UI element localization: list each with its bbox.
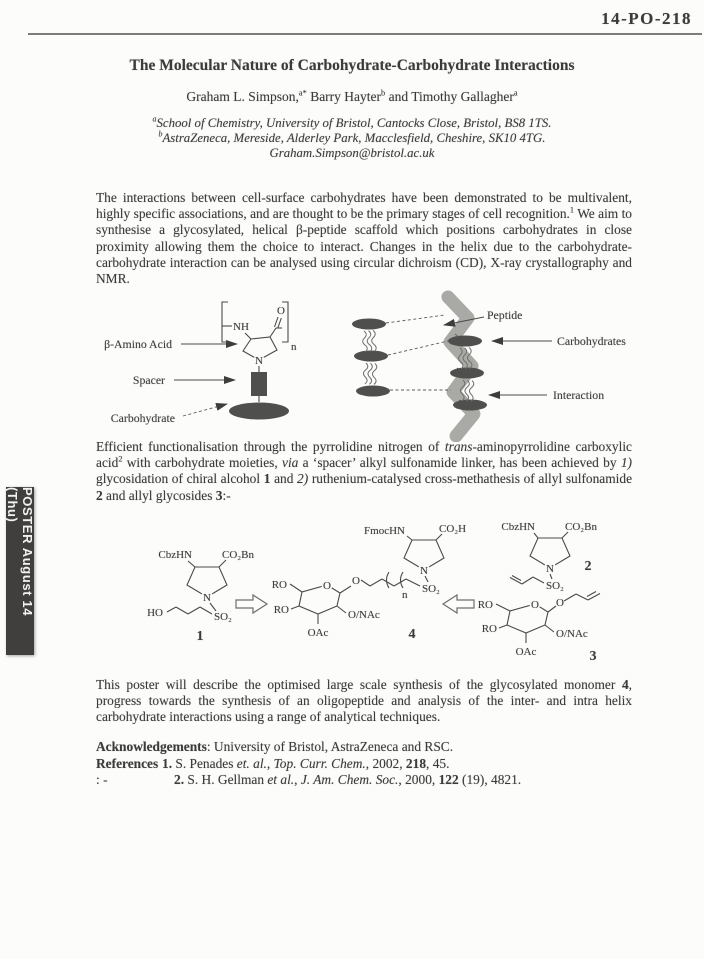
arrow-carbohydrate xyxy=(183,404,227,416)
svg-text:OAc: OAc xyxy=(515,646,537,658)
interaction-squiggle xyxy=(362,330,376,352)
svg-text:O: O xyxy=(531,599,539,611)
spacer-block xyxy=(251,372,267,396)
label-peptide: Peptide xyxy=(487,308,523,322)
reference-1: 1. S. Penades et. al., Top. Curr. Chem., 2002, 218, 45. xyxy=(162,756,450,771)
bracket-left xyxy=(222,302,228,342)
svg-text:O: O xyxy=(556,597,564,609)
svg-text:2: 2 xyxy=(584,559,592,574)
label-spacer: Spacer xyxy=(132,373,165,387)
structure-1-alcohol xyxy=(147,549,254,644)
structure-2-allyl-sulfonamide xyxy=(501,521,597,592)
paragraph-conclusion: This poster will describe the optimised large scale synthesis of the glycosylated monomer 4, progress towards the synthesis of an oligopeptide and analysis of the inter- and intra helix carbohydrate interactions using a range of analytical techniques. xyxy=(96,677,632,725)
label-carbohydrates: Carbohydrates xyxy=(557,334,626,348)
repeat-subscript: n xyxy=(291,341,297,353)
nh-label: NH xyxy=(233,321,249,333)
paragraph-synthesis: Efficient functionalisation through the pyrrolidine nitrogen of trans-aminopyrrolidine carboxylic acid$^2$ with carbohydrate moieties, via a ‘spacer’ alkyl sulfonamide linker, has been achieved by 1) glycosidation of chiral alcohol 1 and 2) ruthenium-catalysed cross-methathesis of allyl sulfonamide 2 and allyl glycosides 3:- xyxy=(96,439,633,503)
carbohydrate-ellipse xyxy=(448,336,482,347)
svg-text:O: O xyxy=(352,575,360,587)
svg-text:CO₂Bn: CO₂Bn xyxy=(565,521,597,533)
carbohydrate-ellipse xyxy=(229,403,289,420)
svg-text:3: 3 xyxy=(589,649,597,664)
carbohydrate-ellipse xyxy=(352,319,386,330)
page-title: The Molecular Nature of Carbohydrate-Carbohydrate Interactions xyxy=(129,57,575,74)
monomer-structure xyxy=(222,302,297,420)
poster-number: 14-PO-218 xyxy=(601,9,692,28)
affiliation-a: $^a$School of Chemistry, University of Bristol, Cantocks Close, Bristol, BS8 1TS. xyxy=(152,114,552,130)
reaction-arrow-right xyxy=(236,595,267,613)
structure-4-glycosylated-monomer xyxy=(272,523,466,642)
carbohydrate-ellipse xyxy=(450,368,484,379)
acknowledgements: Acknowledgements: University of Bristol, AstraZeneca and RSC. xyxy=(96,739,454,754)
scheme-synthesis xyxy=(90,510,650,678)
authors-line: Graham L. Simpson,$^{a*}$ Barry Hayter$^b$ and Timothy Gallagher$^a$ xyxy=(186,88,518,104)
header-rule xyxy=(28,33,702,35)
svg-text:N: N xyxy=(203,592,211,604)
svg-text:OAc: OAc xyxy=(307,627,329,639)
svg-text:1: 1 xyxy=(196,629,204,644)
svg-text:CO₂H: CO₂H xyxy=(439,523,467,535)
svg-text:N: N xyxy=(546,563,554,575)
svg-text:N: N xyxy=(420,565,428,577)
carbohydrate-ellipse xyxy=(356,386,390,397)
svg-text:n: n xyxy=(402,589,408,601)
label-carbohydrate: Carbohydrate xyxy=(110,411,175,425)
svg-text:FmocHN: FmocHN xyxy=(364,525,405,537)
svg-text:RO: RO xyxy=(271,579,287,591)
label-interaction: Interaction xyxy=(553,388,605,402)
contact-email: Graham.Simpson@bristol.ac.uk xyxy=(269,146,435,161)
ring-nitrogen: N xyxy=(255,355,263,367)
svg-text:RO: RO xyxy=(477,599,493,611)
helix-cartoon xyxy=(352,297,626,436)
interaction-squiggle xyxy=(363,363,377,385)
svg-text:O/NAc: O/NAc xyxy=(348,609,380,621)
affiliations-block xyxy=(0,116,704,162)
svg-text:CbzHN: CbzHN xyxy=(501,521,535,533)
carbohydrate-ellipse xyxy=(453,400,487,411)
label-beta-amino-acid: β-Amino Acid xyxy=(104,337,172,351)
reference-list xyxy=(160,756,521,788)
carbohydrate-ellipse xyxy=(354,351,388,362)
references xyxy=(96,756,636,788)
svg-text:HO: HO xyxy=(147,607,163,619)
references-label: References : - xyxy=(96,756,159,788)
svg-text:4: 4 xyxy=(408,627,416,642)
poster-session-tab: POSTER August 14 (Thu) xyxy=(6,487,34,655)
svg-text:RO: RO xyxy=(481,623,497,635)
svg-text:SO₂: SO₂ xyxy=(546,580,564,592)
svg-text:O/NAc: O/NAc xyxy=(556,628,588,640)
svg-text:RO: RO xyxy=(273,604,289,616)
svg-text:CO₂Bn: CO₂Bn xyxy=(222,549,254,561)
svg-text:SO₂: SO₂ xyxy=(214,611,232,623)
svg-text:CbzHN: CbzHN xyxy=(158,549,192,561)
affiliation-b: $^b$AstraZeneca, Mereside, Alderley Park, Macclesfield, Cheshire, SK10 4TG. xyxy=(158,129,546,146)
reaction-arrow-left xyxy=(443,595,474,613)
structure-3-allyl-glycoside xyxy=(478,592,600,665)
figure-design-concept xyxy=(55,288,665,442)
reference-2: 2. S. H. Gellman et al., J. Am. Chem. Soc., 2000, 122 (19), 4821. xyxy=(174,772,522,788)
svg-text:SO₂: SO₂ xyxy=(422,583,440,595)
svg-text:O: O xyxy=(323,580,331,592)
carbonyl-oxygen: O xyxy=(277,305,285,317)
paragraph-introduction: The interactions between cell-surface carbohydrates have been demonstrated to be multivalent, highly specific associations, and are thought to be the primary stages of cell recognition.$^1$ We aim to synthesise a glycosylated, helical β-peptide scaffold which positions carbohydrates in close proximity allowing them the choice to interact. Changes in the helix due to the carbohydrate-carbohydrate interaction can be analysed using circular dichroism (CD), X-ray crystallography and NMR. xyxy=(96,190,633,287)
